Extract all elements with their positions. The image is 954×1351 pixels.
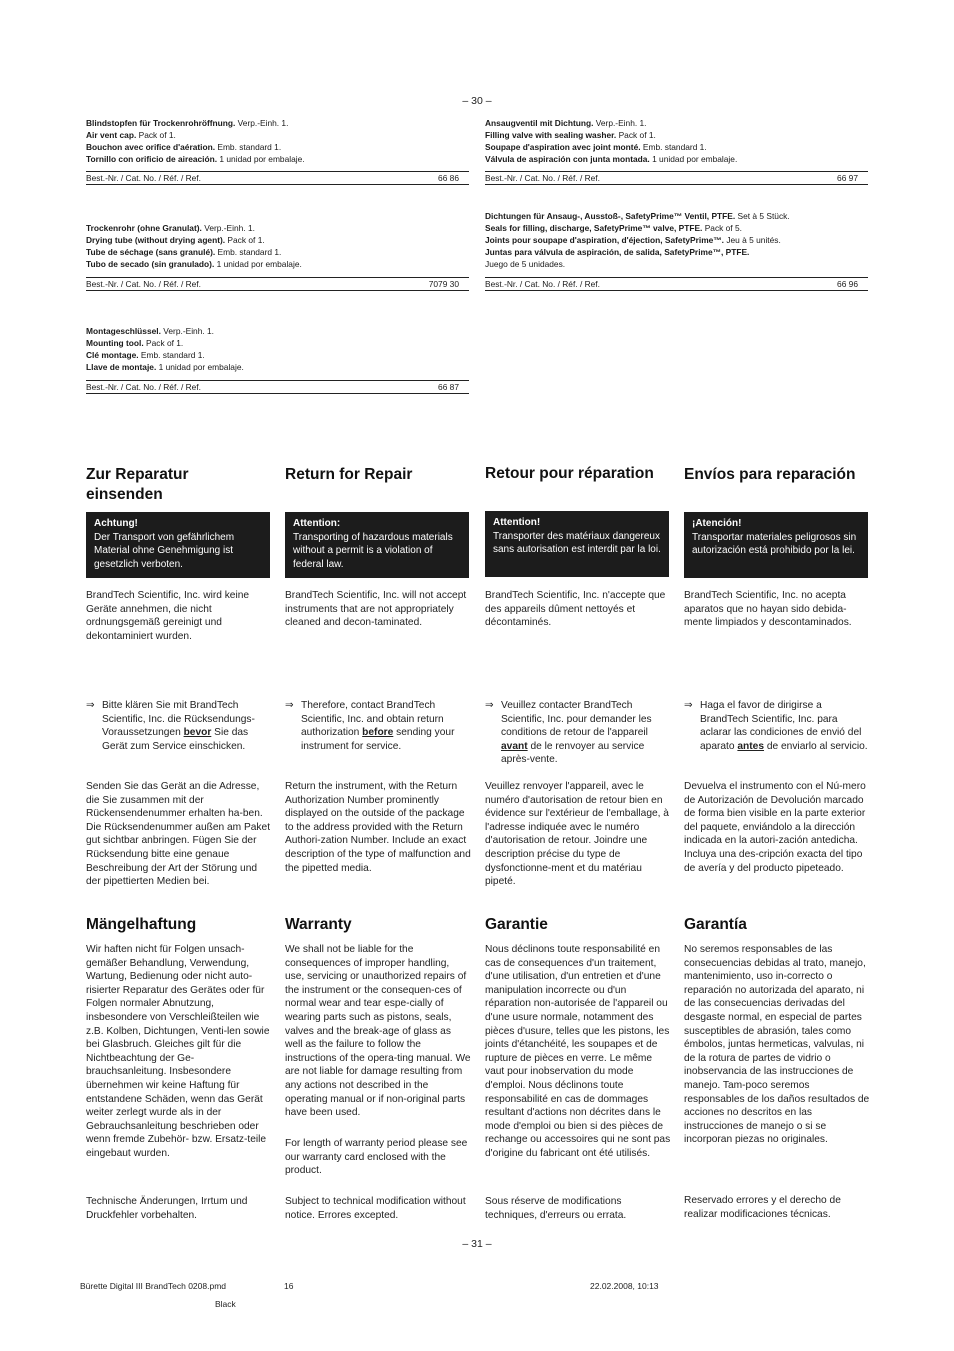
warning-box — [485, 511, 669, 577]
return-instructions: Return the instrument, with the Return Authorization Number prominently displayed on the outside of the package to the address provided with the Return Authori-zation Number. Include an exact description of the type of malfunction and the pipetted media. — [285, 781, 471, 874]
warranty-text: No seremos responsables de las consecuencias debidas al trato, manejo, mantenimiento, uso in-correcto o reparación no autorizada del aparato, ni de las consecuencias derivadas del desgaste normal, en especial de partes susceptibles de abrasión, tales como émbolos, juntas hermeticas, valvulas, ni de la rotura de partes de vidrio o inobservancia de las instrucciones de manejo. Tam-poco seremos responsables de los daños resultados de acciones no descritos en las instrucciones de manejo o si se incorporan piezas no originales. — [684, 944, 870, 1146]
contact-step: ⇒ Therefore, contact BrandTech Scientific, Inc. and obtain return authorization before sending your instrument for service. — [285, 700, 455, 752]
footer-page: 16 — [284, 1281, 294, 1291]
warning-title: Attention! — [493, 517, 541, 528]
return-instructions: Senden Sie das Gerät an die Adresse, die Sie zusammen mit der Rückensendenummer erhalten ha-ben. Die Rücksendenummer außen am Paket gut sichtbar anbringen. Fügen Sie der Rücksendung bitte eine genaue Beschreibung der Art der Störung und der pipettierten Medien bei. — [86, 781, 271, 888]
warranty-period-text: For length of warranty period please see our warranty card enclosed with the product. — [285, 1138, 468, 1177]
contact-step: ⇒ Haga el favor de dirigirse a BrandTech Scientific, Inc. para aclarar las condiciones de envió del aparato antes de enviarlo al servicio. — [684, 700, 868, 752]
warranty-heading: Garantía — [684, 916, 747, 933]
disclaimer-text: Reservado errores y el derecho de realizar modificaciones técnicas. — [684, 1195, 841, 1220]
warranty-text: Wir haften nicht für Folgen unsach-gemäßer Behandlung, Verwendung, Wartung, Bedienung oder nicht auto-risierter Reparatur des Gerätes oder für Folgen normaler Abnutzung, insbesondere von Verschleißteilen wie z.B. Kolben, Dichtungen, Venti-len sowie bei Glasbruch. Gleiches gilt für die Nichtbeachtung der Ge-brauchsanleitung. Insbesondere übernehmen wir keine Haftung für entstandene Schäden, wenn das Gerät weiter zerlegt wurde als in der Gebrauchsanleitung beschrieben oder wenn fremde Zubehör- bzw. Ersatz-teile eingebaut wurden. — [86, 944, 270, 1159]
contact-step: ⇒ Bitte klären Sie mit BrandTech Scientific, Inc. die Rücksendungs-Voraussetzungen bevor Sie das Gerät zum Service einschicken. — [86, 700, 255, 752]
warranty-text: We shall not be liable for the consequences of improper handling, use, servicing or unauthorized repairs of the instrument or the consequen-ces of normal wear and tear espe-cially of wearing parts such as pistons, seals, valves and the break-age of glass as well as the failure to follow the instructions of the opera-ting manual. We are not liable for damage resulting from any actions not described in the operating manual or if non-original parts have been used. — [285, 944, 471, 1119]
part-mounting-tool: Montageschlüssel. Verp.-Einh. 1. Mounting tool. Pack of 1. Clé montage. Emb. standard 1. Llave de montaje. 1 unidad por embalaje. Best.-Nr. / Cat. No. / Réf. / Ref. 66 87 — [86, 325, 469, 395]
part-ref-row: Best.-Nr. / Cat. No. / Réf. / Ref. 66 87 — [86, 380, 469, 394]
warning-box — [285, 512, 469, 578]
disclaimer-text: Technische Änderungen, Irrtum und Druckfehler vorbehalten. — [86, 1196, 248, 1221]
warning-text: Der Transport von gefährlichem Material ohne Genehmigung ist gesetzlich verboten. — [94, 531, 235, 570]
notice-text: BrandTech Scientific, Inc. no acepta aparatos que no hayan sido debida-mente limpiados y descontaminados. — [684, 590, 852, 629]
warning-box — [86, 512, 270, 578]
footer-date: 22.02.2008, 10:13 — [590, 1281, 659, 1291]
cat-number: 66 97 — [837, 173, 858, 183]
part-seals-ptfe: Dichtungen für Ansaug-, Ausstoß-, SafetyPrime™ Ventil, PTFE. Set à 5 Stück. Seals for filling, discharge, SafetyPrime™ valve, PTFE. Pack of 5. Joints pour soupape d'aspiration, d'éjection, SafetyPrime™. Jeu à 5 unités. Juntas para válvula de aspiración, de salida, SafetyPrime™, PTFE. Juego de 5 unidades. Best.-Nr. / Cat. No. / Réf. / Ref. 66 96 — [485, 210, 868, 292]
cat-number: 66 87 — [438, 382, 459, 392]
warranty-heading: Mängelhaftung — [86, 916, 197, 933]
return-instructions: Devuelva el instrumento con el Nú-mero de Autorización de Devolución marcado de forma bien visible en la parte exterior del paquete, enviándolo a la dirección indicada en la autori-zación antedicha. Incluya una des-cripción exacta del tipo de avería y del producto pipeteado. — [684, 781, 866, 874]
warranty-text: Nous déclinons toute responsabilité en cas de consequences d'un traitement, d'une utilisation, d'un entretien et d'une manipulation incorrecte ou d'un réparation non-autorisée de l'appareil ou d'une usure normale, notamment des pièces d'usure, telles que les pistons, les joints d'étanchéité, les soupapes et de rupture de pièces en verre. Le même vaut pour inobservation du mode d'emploi. Nous déclinons toute responsabilité en cas de dommages resultant d'actions non décrites dans le mode d'emploi ou bien si des pièces de rechange ou accessoires qui ne sont pas d'origine du fabricant ont été utilisés. — [485, 944, 671, 1159]
warning-text: Transporting of hazardous materials without a permit is a violation of federal law. — [293, 531, 453, 570]
cat-number: 7079 30 — [428, 279, 459, 289]
part-filling-valve: Ansaugventil mit Dichtung. Verp.-Einh. 1. Filling valve with sealing washer. Pack of 1. Soupape d'aspiration avec joint monté. Emb. standard 1. Válvula de aspiración con junta montada. 1 unidad por embalaje. Best.-Nr. / Cat. No. / Réf. / Ref. 66 97 — [485, 117, 868, 185]
warning-title: Achtung! — [94, 518, 138, 529]
contact-step: ⇒ Veuillez contacter BrandTech Scientific, Inc. pour demander les conditions de retour de l'appareil avant de le renvoyer au service après-vente. — [485, 700, 652, 766]
notice-text: BrandTech Scientific, Inc. will not accept instruments that are not appropriately cleaned and decon-taminated. — [285, 590, 467, 629]
part-air-vent-cap: Blindstopfen für Trockenrohröffnung. Verp.-Einh. 1. Air vent cap. Pack of 1. Bouchon avec orifice d'aération. Emb. standard 1. Tornillo con orificio de aireación. 1 unidad por embalaje. Best.-Nr. / Cat. No. / Réf. / Ref. 66 86 — [86, 117, 469, 185]
return-instructions: Veuillez renvoyer l'appareil, avec le numéro d'autorisation de retour bien en évidence sur l'extérieur de l'emballage, à l'adresse indiquée avec le numéro d'autorisation de retour. Joindre une description précise du type de dysfonctionne-ment et du matériau pipeté. — [485, 781, 669, 888]
cat-number: 66 96 — [837, 279, 858, 289]
warranty-heading: Garantie — [485, 916, 548, 933]
repair-heading: Return for Repair — [285, 466, 413, 483]
arrow-right-icon: ⇒ — [684, 700, 693, 711]
repair-heading: Zur Reparatur einsenden — [86, 466, 189, 503]
arrow-right-icon: ⇒ — [86, 700, 95, 711]
warranty-heading: Warranty — [285, 916, 352, 933]
warning-title: ¡Atención! — [692, 518, 742, 529]
disclaimer-text: Subject to technical modification without notice. Errores excepted. — [285, 1196, 466, 1221]
notice-text: BrandTech Scientific, Inc. n'accepte que des appareils dûment nettoyés et décontaminés. — [485, 590, 666, 629]
part-drying-tube: Trockenrohr (ohne Granulat). Verp.-Einh. 1. Drying tube (without drying agent). Pack of 1. Tube de séchage (sans granulé). Emb. standard 1. Tubo de secado (sin granulado). 1 unidad por embalaje. Best.-Nr. / Cat. No. / Réf. / Ref. 7079 30 — [86, 222, 469, 292]
cat-number: 66 86 — [438, 173, 459, 183]
part-ref-row: Best.-Nr. / Cat. No. / Réf. / Ref. 7079 30 — [86, 277, 469, 291]
footer-filename: Bürette Digital III BrandTech 0208.pmd — [80, 1281, 226, 1291]
warning-box — [684, 512, 868, 578]
notice-text: BrandTech Scientific, Inc. wird keine Geräte annehmen, die nicht ordnungsgemäß gereinigt und dekontaminiert wurden. — [86, 590, 250, 642]
repair-heading: Retour pour réparation — [485, 465, 654, 482]
part-ref-row: Best.-Nr. / Cat. No. / Réf. / Ref. 66 86 — [86, 171, 469, 185]
repair-heading: Envíos para reparación — [684, 466, 856, 483]
disclaimer-text: Sous réserve de modifications techniques, d'erreurs ou errata. — [485, 1196, 627, 1221]
warning-title: Attention: — [293, 518, 341, 529]
arrow-right-icon: ⇒ — [485, 700, 494, 711]
part-ref-row: Best.-Nr. / Cat. No. / Réf. / Ref. 66 97 — [485, 171, 868, 185]
page-number-top: – 30 – — [462, 95, 492, 107]
warning-text: Transportar materiales peligrosos sin autorización está prohibido por la lei. — [692, 531, 857, 556]
warning-text: Transporter des matériaux dangereux sans autorisation est interdit par la loi. — [493, 530, 661, 555]
page-number-bottom: – 31 – — [462, 1238, 492, 1250]
arrow-right-icon: ⇒ — [285, 700, 294, 711]
footer-color: Black — [215, 1299, 236, 1309]
part-ref-row: Best.-Nr. / Cat. No. / Réf. / Ref. 66 96 — [485, 277, 868, 291]
